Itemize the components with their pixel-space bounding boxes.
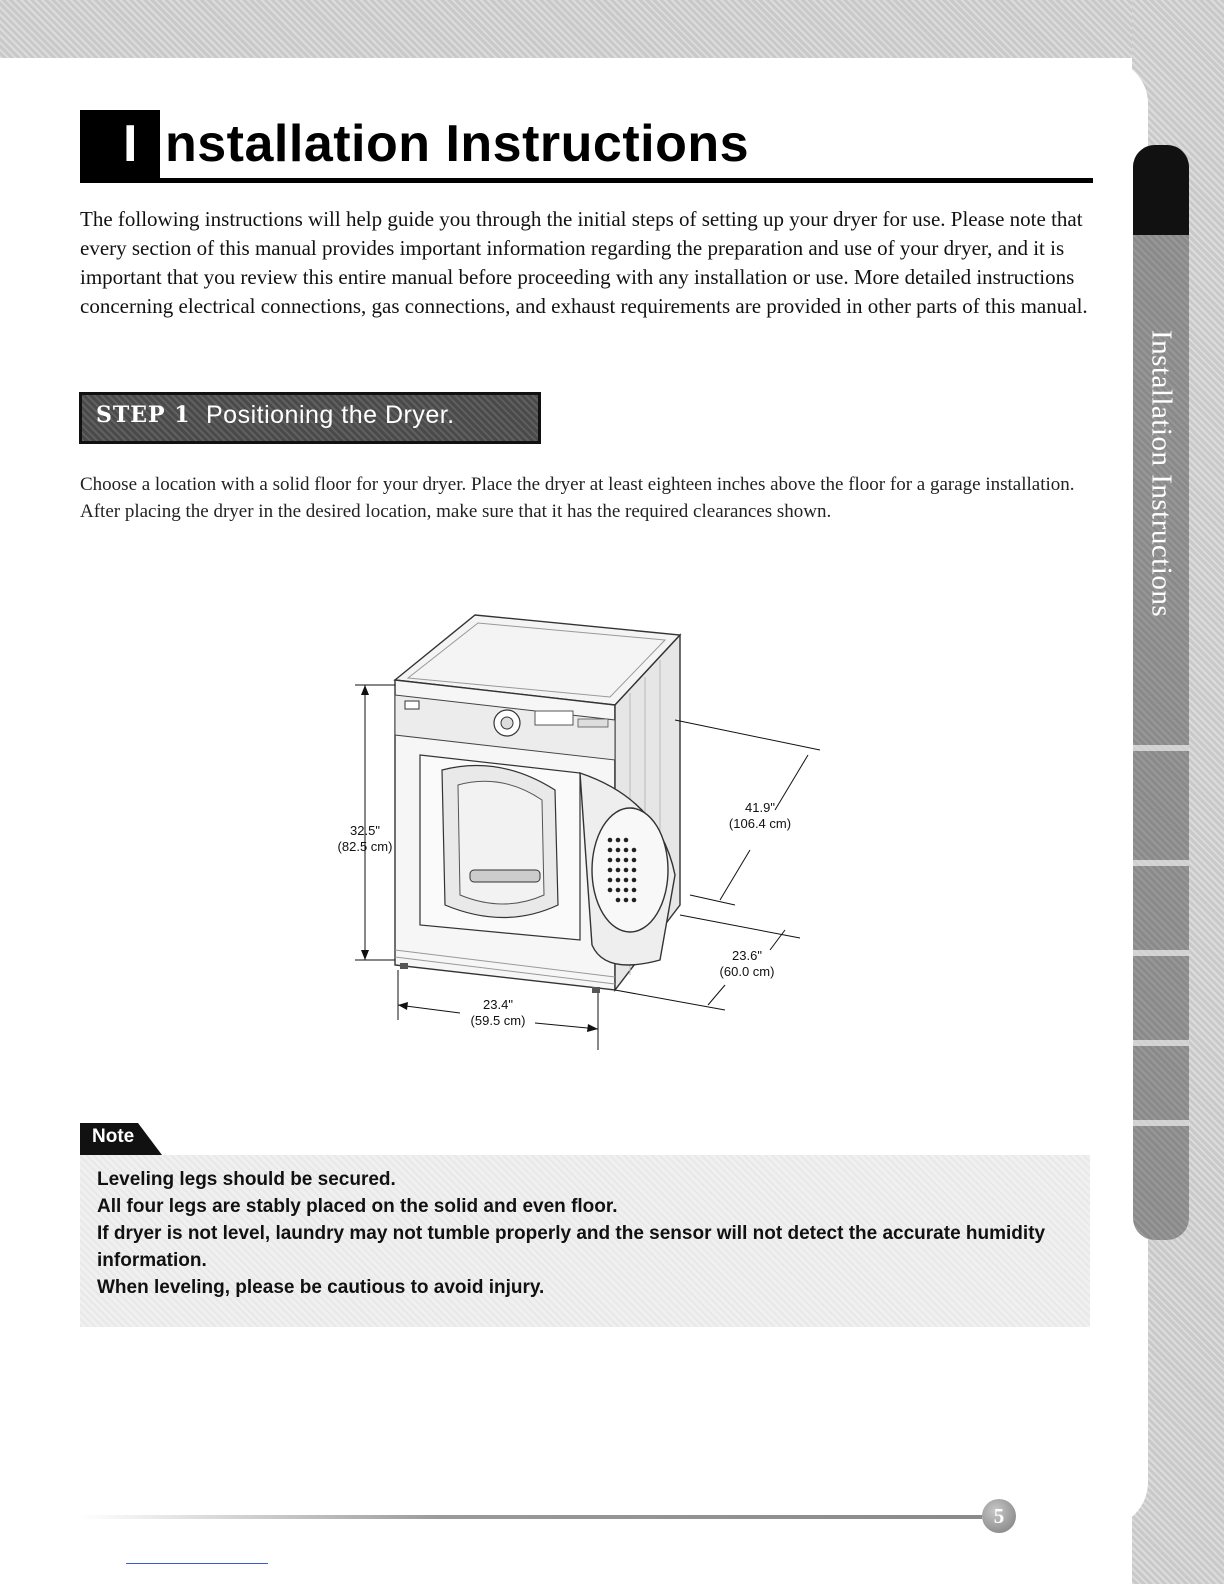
- intro-paragraph: The following instructions will help guide you through the initial steps of setting up your dryer for use. Please note that every section of this manual provides important information regarding the preparation and use of your dryer, and it is important that you review this entire manual before proceeding with any installation or use. More detailed instructions concerning electrical connections, gas connections, and exhaust requirements are provided in other parts of this manual.: [80, 207, 1088, 318]
- step-paragraph: Choose a location with a solid floor for your dryer. Place the dryer at least eighteen inches above the floor for a garage installation. After placing the dryer in the desired location, make sure that it has the required clearances shown.: [80, 474, 1075, 522]
- step-title: Positioning the Dryer.: [206, 401, 455, 429]
- note-list: [97, 1166, 1057, 1301]
- step-label: STEP 1: [96, 402, 191, 428]
- side-tab-divider: [1133, 860, 1189, 866]
- dryer-diagram: [330, 605, 830, 1060]
- width-dimension: [458, 997, 538, 1029]
- height-dimension: [330, 823, 400, 855]
- side-tab-label: Installation Instructions: [1145, 330, 1178, 618]
- footer-rule: [80, 1515, 982, 1519]
- depth-inches: 23.6": [732, 948, 762, 963]
- title-initial-block: [80, 110, 160, 178]
- depth-dimension: [702, 948, 792, 980]
- note-item: If dryer is not level, laundry may not tumble properly and the sensor will not detect the accurate humidity information.: [97, 1223, 1046, 1271]
- bottom-link-underline: [126, 1563, 268, 1564]
- height-inches: 32.5": [350, 823, 380, 838]
- title-initial-letter: I: [123, 115, 138, 173]
- side-tab-divider: [1133, 1040, 1189, 1046]
- depth-cm: (60.0 cm): [719, 964, 775, 979]
- open-depth-dimension: [715, 800, 805, 832]
- title-text: nstallation Instructions: [165, 115, 750, 173]
- height-cm: (82.5 cm): [337, 839, 393, 854]
- side-tab-divider: [1133, 745, 1189, 751]
- side-tab-divider: [1133, 950, 1189, 956]
- side-tab: [1133, 145, 1189, 1240]
- side-tab-divider: [1133, 1120, 1189, 1126]
- page-number: 5: [982, 1499, 1016, 1533]
- width-cm: (59.5 cm): [470, 1013, 526, 1028]
- note-item: Leveling legs should be secured.: [97, 1169, 396, 1190]
- side-tab-active-marker: [1133, 145, 1189, 235]
- note-tag: [80, 1123, 162, 1155]
- note-tag-label: Note: [92, 1126, 135, 1147]
- page-frame-top: [0, 0, 1224, 58]
- step-banner: [79, 392, 541, 444]
- note-item: When leveling, please be cautious to avoid injury.: [97, 1277, 545, 1298]
- page-title: [80, 110, 1093, 183]
- open-depth-cm: (106.4 cm): [728, 816, 792, 831]
- open-depth-inches: 41.9": [745, 800, 775, 815]
- note-item: All four legs are stably placed on the solid and even floor.: [97, 1196, 618, 1217]
- width-inches: 23.4": [483, 997, 513, 1012]
